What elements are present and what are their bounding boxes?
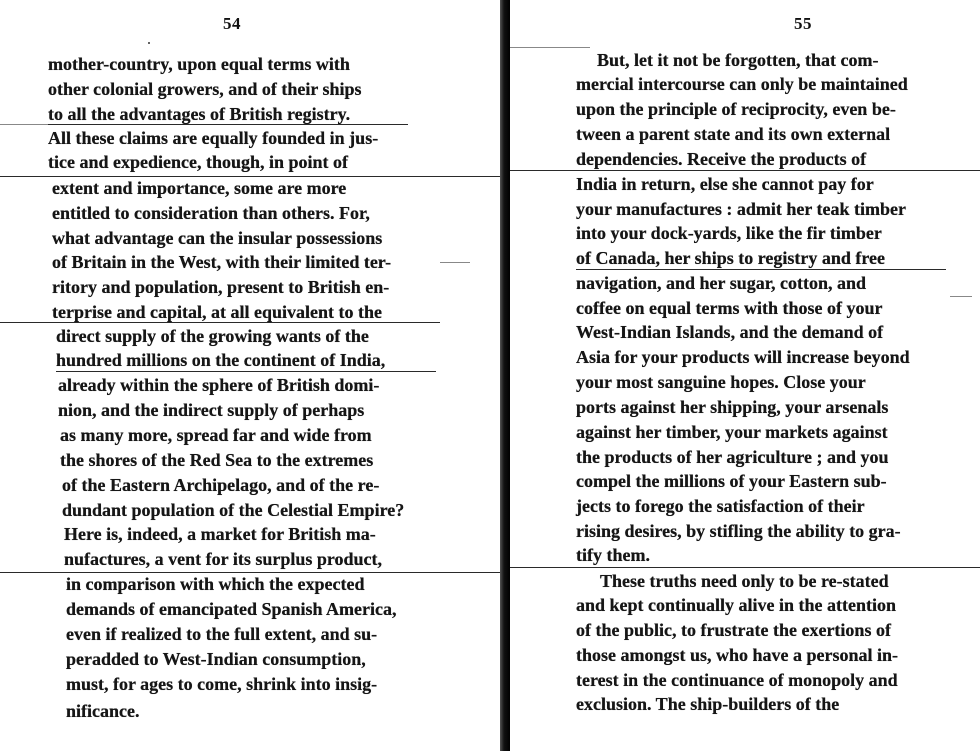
text-line: of Britain in the West, with their limited ter- <box>52 252 392 272</box>
scan-line <box>950 296 972 297</box>
text-line: ritory and population, present to British en- <box>52 277 390 297</box>
text-line: terprise and capital, at all equivalent to the <box>52 302 382 322</box>
scan-line <box>48 124 408 125</box>
text-line: must, for ages to come, shrink into insig- <box>66 674 378 694</box>
scan-line <box>0 322 440 323</box>
scan-line <box>510 47 590 48</box>
scan-line <box>440 262 470 263</box>
book-gutter <box>500 0 510 751</box>
text-line: jects to forego the satisfaction of their <box>576 496 865 516</box>
text-line: even if realized to the full extent, and su- <box>66 624 378 644</box>
text-line: in comparison with which the expected <box>66 574 365 594</box>
text-line: your manufactures : admit her teak timber <box>576 199 906 219</box>
text-line: terest in the continuance of monopoly and <box>576 670 898 690</box>
text-line: tice and expedience, though, in point of <box>48 152 349 172</box>
text-line: tify them. <box>576 545 650 565</box>
page-number-left: 54 <box>223 14 241 33</box>
page-number-right: 55 <box>794 14 812 33</box>
text-line: All these claims are equally founded in jus- <box>48 128 379 148</box>
text-line: already within the sphere of British domi- <box>58 375 380 395</box>
text-line: what advantage can the insular possessions <box>52 228 383 248</box>
text-line: Asia for your products will increase beyond <box>576 347 910 367</box>
text-line: Here is, indeed, a market for British ma- <box>64 524 376 544</box>
text-line: other colonial growers, and of their ships <box>48 79 362 99</box>
text-line: against her timber, your markets against <box>576 422 888 442</box>
text-line: to all the advantages of British registry. <box>48 104 351 124</box>
text-line: extent and importance, some are more <box>52 178 347 198</box>
text-line: dependencies. Receive the products of <box>576 149 867 169</box>
scan-line <box>0 176 500 177</box>
text-line: entitled to consideration than others. For, <box>52 203 370 223</box>
text-line: the shores of the Red Sea to the extremes <box>60 450 374 470</box>
text-line: navigation, and her sugar, cotton, and <box>576 273 867 293</box>
text-line: nufactures, a vent for its surplus product, <box>64 549 383 569</box>
text-line: those amongst us, who have a personal in- <box>576 645 899 665</box>
text-line: tween a parent state and its own external <box>576 124 891 144</box>
stray-mark <box>148 42 150 44</box>
scan-line <box>510 170 980 171</box>
text-line: mother-country, upon equal terms with <box>48 54 350 74</box>
text-line: dundant population of the Celestial Empire? <box>62 500 405 520</box>
text-line: direct supply of the growing wants of the <box>56 326 369 346</box>
text-line: as many more, spread far and wide from <box>60 425 372 445</box>
scan-line <box>0 124 48 125</box>
text-line: of the Eastern Archipelago, and of the re- <box>62 475 380 495</box>
text-line: of Canada, her ships to registry and free <box>576 248 886 268</box>
text-line: But, let it not be forgotten, that com- <box>597 50 879 70</box>
text-line: demands of emancipated Spanish America, <box>66 599 397 619</box>
text-line: mercial intercourse can only be maintained <box>576 74 908 94</box>
text-line: India in return, else she cannot pay for <box>576 174 874 194</box>
text-line: nificance. <box>66 701 140 721</box>
text-line: of the public, to frustrate the exertions of <box>576 620 891 640</box>
text-line: compel the millions of your Eastern sub- <box>576 471 887 491</box>
text-line: exclusion. The ship-builders of the <box>576 694 840 714</box>
text-line: into your dock-yards, like the fir timber <box>576 223 882 243</box>
text-line: ports against her shipping, your arsenals <box>576 397 889 417</box>
right-page <box>510 0 980 751</box>
text-line: These truths need only to be re-stated <box>600 571 889 591</box>
scan-line <box>56 371 436 372</box>
text-line: and kept continually alive in the attention <box>576 595 897 615</box>
text-line: the products of her agriculture ; and you <box>576 447 889 467</box>
scan-line <box>0 572 500 573</box>
text-line: coffee on equal terms with those of your <box>576 298 883 318</box>
text-line: nion, and the indirect supply of perhaps <box>58 400 365 420</box>
text-line: upon the principle of reciprocity, even be- <box>576 99 896 119</box>
text-line: peradded to West-Indian consumption, <box>66 649 366 669</box>
text-line: hundred millions on the continent of India, <box>56 350 386 370</box>
text-line: West-Indian Islands, and the demand of <box>576 322 884 342</box>
scan-line <box>510 567 980 568</box>
text-line: rising desires, by stifling the ability to gra- <box>576 521 901 541</box>
text-line: your most sanguine hopes. Close your <box>576 372 866 392</box>
scan-line <box>576 269 946 270</box>
